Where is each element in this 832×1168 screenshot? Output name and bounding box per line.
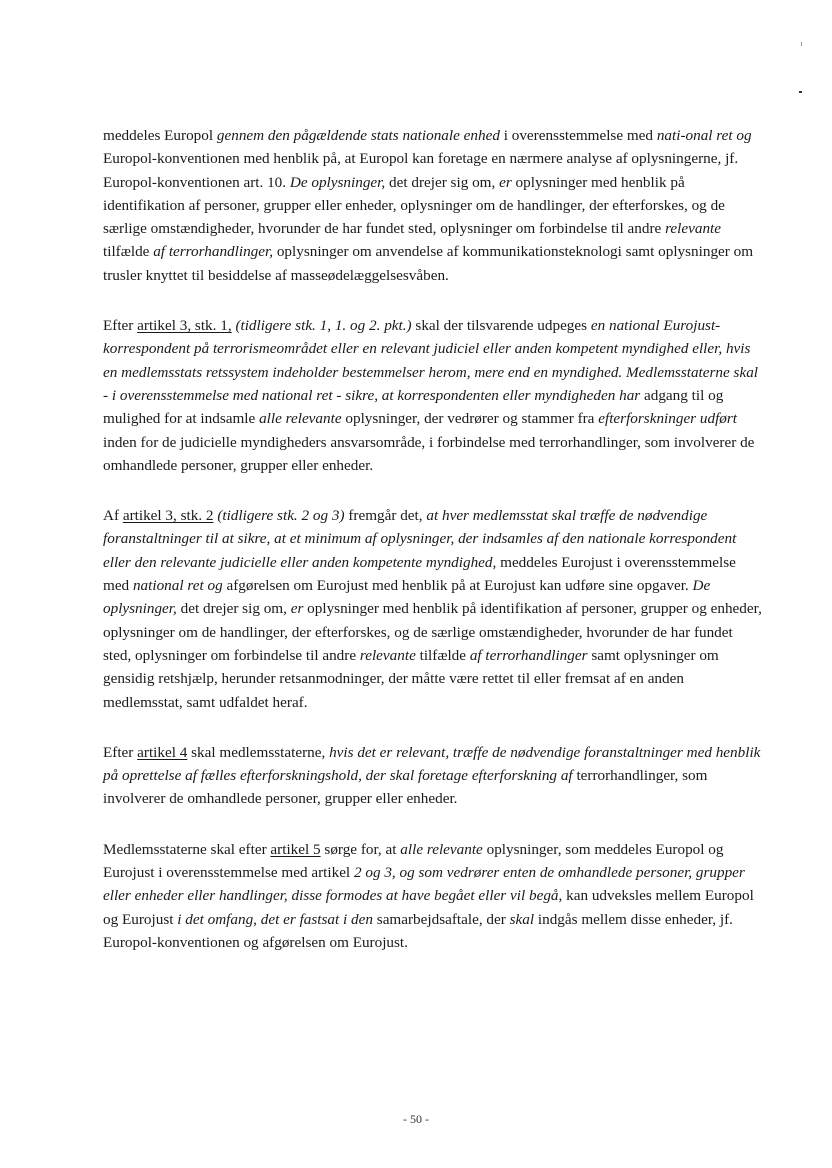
- text-run: oplysninger med henblik på identifikation af personer, grupper eller enheder, oplysninger om de handlinger, der efterforskes, og de særlige omstændigheder, hvorunder de har fundet sted, oplysninger om forbindelse til andre: [103, 173, 725, 238]
- italic-run: De oplysninger,: [289, 173, 386, 191]
- italic-run: i det omfang, det er fastsat i den: [177, 910, 373, 928]
- italic-run: national ret og: [132, 577, 223, 595]
- italic-run: at hver medlemsstat skal træffe de nødvendige foranstaltninger til at sikre, at et minimum af oplysninger, der indsamles af den nationale korrespondent eller den relevante judicielle eller anden kompetente myndighed,: [103, 507, 737, 571]
- document-body: [103, 124, 763, 981]
- italic-run: hvis det er relevant, træffe de nødvendige foranstaltninger med henblik på oprettelse af fælles efterforskningshold, der skal foretage efterforskning af: [103, 743, 761, 785]
- text-run: samarbejdsaftale, der: [372, 910, 510, 928]
- italic-run: nati-onal ret og: [656, 127, 752, 144]
- article-reference: artikel 3, stk. 2: [122, 507, 214, 525]
- italic-run: alle relevante: [400, 840, 483, 858]
- article-reference: artikel 5: [270, 840, 321, 858]
- italic-run: en national Eurojust-korrespondent på terrorismeområdet eller en relevant judiciel eller anden kompetent myndighed eller, hvis en medlemsstats retssystem indeholder bestemmelser herom, mere end en myndighed. Medlemsstaterne skal - i overensstemmelse med national ret - sikre, at korrespondenten eller myndigheden har: [103, 317, 759, 404]
- paragraph-article-3-2: [103, 504, 763, 714]
- italic-run: skal: [509, 910, 535, 928]
- text-run: tilfælde: [103, 243, 154, 261]
- text-run: det drejer sig om,: [176, 600, 291, 618]
- text-run: Efter: [103, 317, 138, 335]
- text-run: sørge for, at: [320, 840, 401, 858]
- text-run: adgang til og mulighed for at indsamle: [103, 386, 724, 428]
- text-run: indgås mellem disse enheder, jf. Europol-konventionen og afgørelsen om Eurojust.: [103, 910, 733, 951]
- italic-run: alle relevante: [259, 410, 342, 428]
- text-run: meddeles Eurojust i overensstemmelse med: [103, 553, 736, 595]
- italic-run: relevante: [359, 646, 416, 664]
- italic-run: efterforskninger udført: [598, 410, 738, 428]
- text-run: terrorhandlinger, som involverer de omhandlede personer, grupper eller enheder.: [103, 767, 708, 808]
- text-run: tilfælde: [415, 646, 470, 664]
- italic-run: gennem den pågældende stats nationale enhed: [216, 127, 500, 144]
- text-run: Af: [103, 507, 123, 525]
- paragraph-article-5: [103, 838, 763, 954]
- page-number: - 50 -: [403, 1112, 429, 1126]
- text-run: skal der tilsvarende udpeges: [411, 317, 591, 335]
- text-run: Efter: [103, 743, 138, 761]
- text-run: Medlemsstaterne skal efter: [103, 840, 271, 858]
- italic-run: De oplysninger,: [103, 577, 711, 618]
- italic-run: er: [290, 600, 304, 618]
- text-run: kan udveksles mellem Europol og Eurojust: [103, 887, 754, 928]
- italic-run: (tidligere stk. 1, 1. og 2. pkt.): [235, 317, 412, 335]
- text-run: samt oplysninger om gensidig retshjælp, herunder retsanmodninger, der måtte være rettet til eller fremsat af en anden medlemsstat, samt udfaldet heraf.: [103, 646, 719, 711]
- paragraph-article-4: [103, 741, 763, 811]
- text-run: oplysninger om anvendelse af kommunikationsteknologi samt oplysninger om trusler knyttet til besiddelse af masseødelæggelsesvåben.: [103, 243, 754, 284]
- article-reference: artikel 3, stk. 1,: [137, 317, 232, 335]
- italic-run: af terrorhandlinger: [469, 646, 588, 664]
- text-run: oplysninger med henblik på identifikation af personer, grupper og enheder, oplysninger om de handlinger, der efterforskes, og de særlige omstændigheder, hvorunder de har fundet sted, oplysninger om forbindelse til andre: [103, 600, 762, 664]
- text-run: skal medlemsstaterne,: [187, 743, 330, 761]
- text-run: oplysninger, som meddeles Europol og Eurojust i overensstemmelse med artikel: [103, 840, 724, 882]
- italic-run: 2 og 3, og som vedrører enten de omhandlede personer, grupper eller enheder eller handlinger, disse formodes at have begået eller vil begå,: [103, 864, 745, 905]
- scan-mark-dot: [799, 91, 802, 93]
- italic-run: er: [499, 173, 512, 191]
- paragraph-article-3-1: [103, 314, 763, 477]
- italic-run: (tidligere stk. 2 og 3): [217, 507, 345, 525]
- italic-run: relevante: [665, 220, 721, 238]
- text-run: det drejer sig om,: [385, 173, 500, 191]
- text-run: oplysninger, der vedrører og stammer fra: [341, 410, 599, 428]
- italic-run: af terrorhandlinger,: [153, 243, 274, 261]
- text-run: fremgår det,: [344, 507, 427, 525]
- text-run: Europol-konventionen med henblik på, at Europol kan foretage en nærmere analyse af oplysningerne, jf. Europol-konventionen art. 10.: [103, 150, 739, 191]
- text-run: i overensstemmelse med: [499, 127, 657, 144]
- paragraph-europol-info: [103, 124, 763, 287]
- text-run: inden for de judicielle myndigheders ansvarsområde, i forbindelse med terrorhandlinger, som involverer de omhandlede personer, grupper eller enheder.: [103, 433, 755, 474]
- scan-mark-top: [801, 42, 802, 46]
- text-run: meddeles Europol: [103, 127, 217, 144]
- text-run: afgørelsen om Eurojust med henblik på at Eurojust kan udføre sine opgaver.: [222, 577, 693, 595]
- article-reference: artikel 4: [137, 743, 188, 761]
